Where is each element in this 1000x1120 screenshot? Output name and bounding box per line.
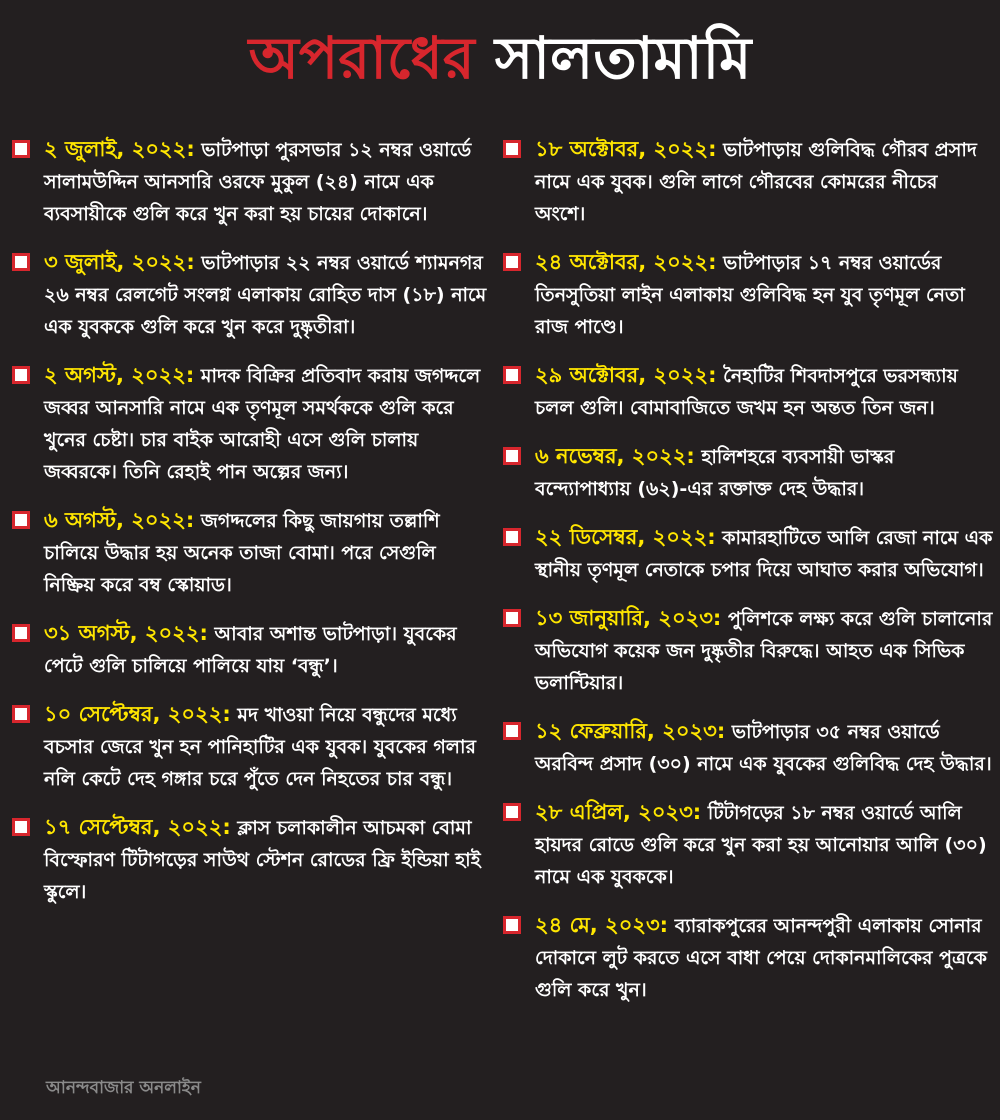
square-bullet-icon: [12, 705, 30, 723]
entry-description: ভাটপাড়ার ২২ নম্বর ওয়ার্ডে শ্যামনগর ২৬ নম্বর রেলগেট সংলগ্ন এলাকায় রোহিত দাস (১৮) নামে এক যুবককে গুলি করে খুন করে দুষ্কৃতীরা।: [44, 252, 487, 338]
square-bullet-icon: [503, 722, 521, 740]
square-bullet-icon: [503, 366, 521, 384]
timeline-entry: [503, 602, 993, 699]
timeline-entry: [503, 909, 993, 1006]
entry-date: ২২ ডিসেম্বর, ২০২২:: [535, 525, 716, 549]
entry-date: ১৮ অক্টোবর, ২০২২:: [535, 137, 717, 161]
source-credit: আনন্দবাজার অনলাইন: [46, 1078, 201, 1098]
timeline-entry: [503, 521, 993, 586]
entry-description: ভাটপাড়া পুরসভার ১২ নম্বর ওয়ার্ডে সালামউদ্দিন আনসারি ওরফে মুকুল (২৪) নামে এক ব্যবসায়ীকে গুলি করে খুন করা হয় চায়ের দোকানে।: [44, 139, 472, 225]
square-bullet-icon: [12, 511, 30, 529]
square-bullet-icon: [12, 366, 30, 384]
timeline-entry: [12, 617, 490, 682]
entry-text-block: [44, 359, 490, 488]
entry-text-block: [535, 796, 993, 893]
entry-date: ৬ অগস্ট, ২০২২:: [44, 508, 195, 532]
square-bullet-icon: [503, 609, 521, 627]
entry-text-block: [44, 133, 490, 230]
entry-text-block: [44, 246, 490, 343]
timeline-entry: [12, 133, 490, 230]
entry-date: ৩ জুলাই, ২০২২:: [44, 250, 195, 274]
square-bullet-icon: [503, 528, 521, 546]
left-column: [12, 133, 490, 924]
timeline-entry: [503, 796, 993, 893]
square-bullet-icon: [503, 140, 521, 158]
entry-description: ভাটপাড়ায় গুলিবিদ্ধ গৌরব প্রসাদ নামে এক যুবক। গুলি লাগে গৌরবের কোমরের নীচের অংশে।: [535, 139, 977, 225]
square-bullet-icon: [503, 916, 521, 934]
page-title: [0, 18, 1000, 98]
entry-date: ১২ ফেব্রুয়ারি, ২০২৩:: [535, 719, 726, 743]
entry-date: ২৮ এপ্রিল, ২০২৩:: [535, 800, 702, 824]
square-bullet-icon: [503, 803, 521, 821]
square-bullet-icon: [12, 253, 30, 271]
square-bullet-icon: [12, 624, 30, 642]
entry-date: ১৭ সেপ্টেম্বর, ২০২২:: [44, 815, 231, 839]
entry-text-block: [535, 909, 993, 1006]
entry-text-block: [535, 359, 993, 424]
entry-text-block: [44, 617, 490, 682]
timeline-entry: [503, 715, 993, 780]
entry-date: ২৪ মে, ২০২৩:: [535, 913, 669, 937]
timeline-entry: [12, 698, 490, 795]
title-white-word: সালতামামি: [494, 24, 752, 92]
timeline-entry: [503, 359, 993, 424]
entry-description: ভাটপাড়ার ১৭ নম্বর ওয়ার্ডের তিনসুতিয়া লাইন এলাকায় গুলিবিদ্ধ হন যুব তৃণমূল নেতা রাজ পাণ্ডে।: [535, 252, 965, 338]
entry-description: নৈহাটির শিবদাসপুরে ভরসন্ধ্যায় চলল গুলি। বোমাবাজিতে জখম হন অন্তত তিন জন।: [535, 365, 958, 419]
entry-date: ৩১ অগস্ট, ২০২২:: [44, 621, 208, 645]
square-bullet-icon: [12, 818, 30, 836]
timeline-entry: [12, 504, 490, 601]
entry-description: আবার অশান্ত ভাটপাড়া। যুবকের পেটে গুলি চালিয়ে পালিয়ে যায় ‘বন্ধু’।: [44, 623, 457, 677]
right-column: [503, 133, 993, 1022]
entry-date: ১৩ জানুয়ারি, ২০২৩:: [535, 606, 722, 630]
entry-text-block: [535, 246, 993, 343]
entry-text-block: [535, 133, 993, 230]
entry-description: মাদক বিক্রির প্রতিবাদ করায় জগদ্দলে জব্বর আনসারি নামে এক তৃণমূল সমর্থককে গুলি করে খুনের চেষ্টা। চার বাইক আরোহী এসে গুলি চালায় জব্বরকে। তিনি রেহাই পান অল্পের জন্য।: [44, 365, 481, 483]
entry-description: ক্লাস চলাকালীন আচমকা বোমা বিস্ফোরণ টিটাগড়ের সাউথ স্টেশন রোডের ফ্রি ইন্ডিয়া হাই স্কুলে।: [44, 817, 481, 903]
square-bullet-icon: [12, 140, 30, 158]
timeline-entry: [12, 246, 490, 343]
entry-description: কামারহাটিতে আলি রেজা নামে এক স্থানীয় তৃণমূল নেতাকে চপার দিয়ে আঘাত করার অভিযোগ।: [535, 527, 993, 581]
entry-text-block: [535, 521, 993, 586]
entry-text-block: [44, 504, 490, 601]
entry-date: ২ অগস্ট, ২০২২:: [44, 363, 195, 387]
entry-date: ১০ সেপ্টেম্বর, ২০২২:: [44, 702, 231, 726]
entry-text-block: [535, 715, 993, 780]
entry-description: টিটাগড়ের ১৮ নম্বর ওয়ার্ডে আলি হায়দর রোডে গুলি করে খুন করা হয় আনোয়ার আলি (৩০) নামে এক যুবককে।: [535, 802, 987, 888]
entry-text-block: [44, 811, 490, 908]
entry-description: ভাটপাড়ার ৩৫ নম্বর ওয়ার্ডে অরবিন্দ প্রসাদ (৩০) নামে এক যুবকের গুলিবিদ্ধ দেহ উদ্ধার।: [535, 721, 992, 775]
entry-description: ব্যারাকপুরের আনন্দপুরী এলাকায় সোনার দোকানে লুট করতে এসে বাধা পেয়ে দোকানমালিকের পুত্রকে গুলি করে খুন।: [535, 915, 987, 1001]
entry-date: ২ জুলাই, ২০২২:: [44, 137, 195, 161]
entry-text-block: [44, 698, 490, 795]
timeline-entry: [12, 811, 490, 908]
entry-text-block: [535, 602, 993, 699]
timeline-entry: [503, 246, 993, 343]
square-bullet-icon: [503, 253, 521, 271]
entry-description: জগদ্দলের কিছু জায়গায় তল্লাশি চালিয়ে উদ্ধার হয় অনেক তাজা বোমা। পরে সেগুলি নিষ্ক্রিয় করে বম্ব স্কোয়াড।: [44, 510, 440, 596]
timeline-entry: [503, 440, 993, 505]
entry-date: ২৯ অক্টোবর, ২০২২:: [535, 363, 717, 387]
entry-text-block: [535, 440, 993, 505]
timeline-entry: [503, 133, 993, 230]
entry-description: মদ খাওয়া নিয়ে বন্ধুদের মধ্যে বচসার জেরে খুন হন পানিহাটির এক যুবক। যুবকের গলার নলি কেটে দেহ গঙ্গার চরে পুঁতে দেন নিহতের চার বন্ধু।: [44, 704, 476, 790]
entry-description: পুলিশকে লক্ষ্য করে গুলি চালানোর অভিযোগ কয়েক জন দুষ্কৃতীর বিরুদ্ধে। আহত এক সিভিক ভলান্টিয়ার।: [535, 608, 993, 694]
square-bullet-icon: [503, 447, 521, 465]
entry-date: ২৪ অক্টোবর, ২০২২:: [535, 250, 717, 274]
entry-description: হালিশহরে ব্যবসায়ী ভাস্কর বন্দ্যোপাধ্যায় (৬২)-এর রক্তাক্ত দেহ উদ্ধার।: [535, 446, 895, 500]
title-red-word: অপরাধের: [248, 24, 475, 92]
timeline-entry: [12, 359, 490, 488]
entry-date: ৬ নভেম্বর, ২০২২:: [535, 444, 695, 468]
